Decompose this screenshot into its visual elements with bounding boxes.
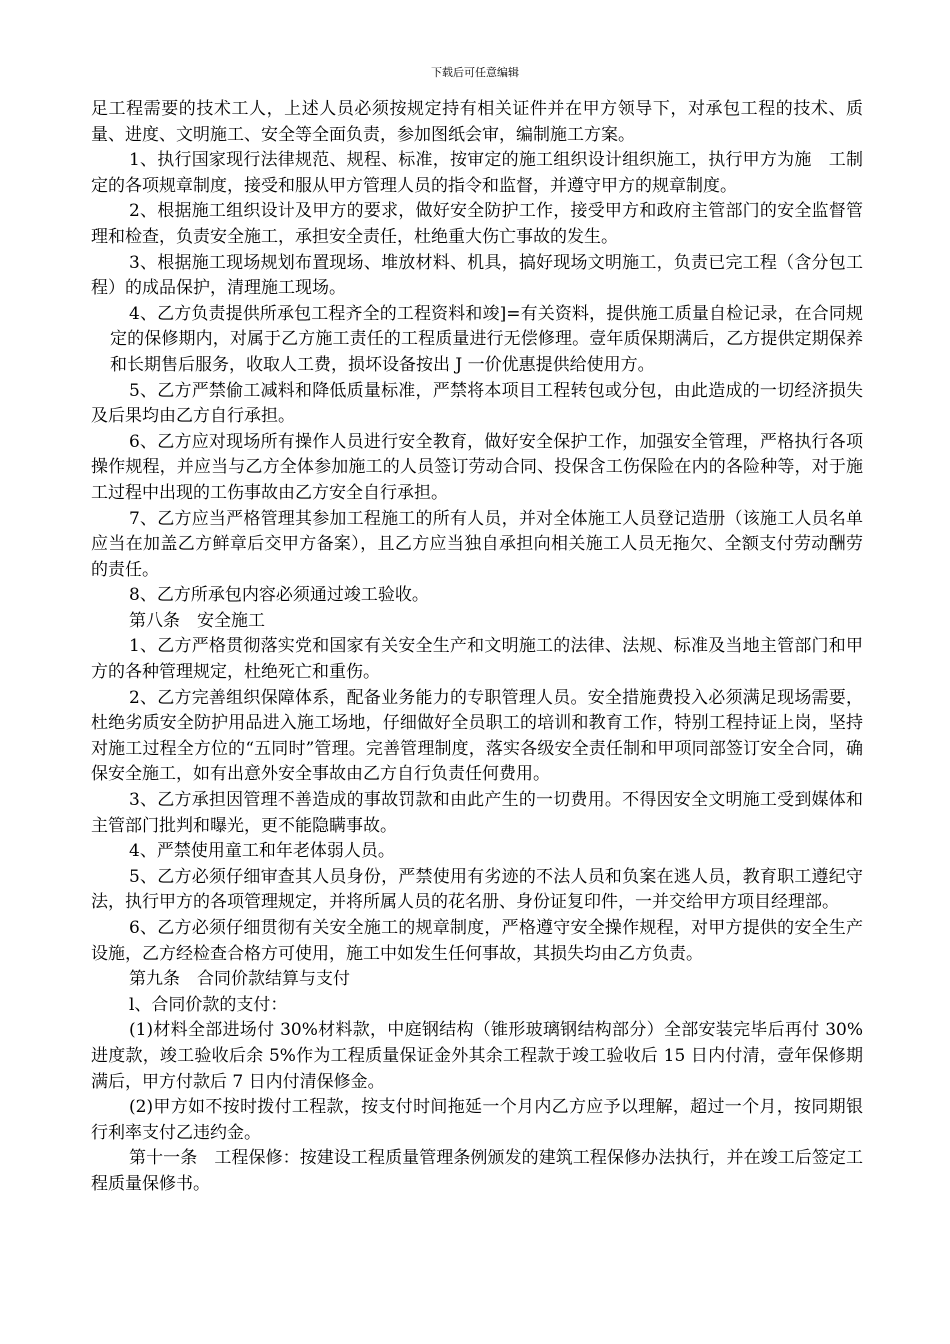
paragraph: (1)材料全部进场付 30%材料款，中庭钢结构（锥形玻璃钢结构部分）全部安装完毕后再付 30%进度款，竣工验收后余 5%作为工程质量保证金外其余工程款于竣工验收后 15 日内付清，壹年保修期满后，甲方付款后 7 日内付清保修金。 (91, 1020, 863, 1092)
paragraph: 6、乙方应对现场所有操作人员进行安全教育，做好安全保护工作，加强安全管理，严格执行各项操作规程，并应当与乙方全体参加施工的人员签订劳动合同、投保含工伤保险在内的各险种等，对于施工过程中出现的工伤事故由乙方安全自行承担。 (91, 431, 863, 503)
paragraph: 5、乙方必须仔细审查其人员身份，严禁使用有劣迹的不法人员和负案在逃人员，教育职工遵纪守法，执行甲方的各项管理规定，并将所属人员的花名册、身份证复印件，一并交给甲方项目经理部。 (91, 866, 863, 913)
paragraph: 第九条 合同价款结算与支付 (129, 969, 350, 990)
paragraph: 7、乙方应当严格管理其参加工程施工的所有人员，并对全体施工人员登记造册（该施工人员名单应当在加盖乙方鲜章后交甲方备案），且乙方应当独自承担向相关施工人员无拖欠、全额支付劳动酬劳的责任。 (91, 508, 863, 580)
paragraph: 1、执行国家现行法律规范、规程、标准，按审定的施工组织设计组织施工，执行甲方为施 工制定的各项规章制度，接受和服从甲方管理人员的指令和监督，并遵守甲方的规章制度。 (91, 150, 863, 196)
paragraph: 3、乙方承担因管理不善造成的事故罚款和由此产生的一切费用。不得因安全文明施工受到媒体和主管部门批判和曝光，更不能隐瞒事故。 (91, 790, 863, 836)
paragraph: 4、严禁使用童工和年老体弱人员。 (129, 841, 395, 862)
paragraph: l、合同价款的支付： (129, 994, 288, 1015)
paragraph: 足工程需要的技术工人，上述人员必须按规定持有相关证件并在甲方领导下，对承包工程的技术、质量、进度、文明施工、安全等全面负责，参加图纸会审，编制施工方案。 (91, 99, 863, 145)
paragraph: 2、根据施工组织设计及甲方的要求，做好安全防护工作，接受甲方和政府主管部门的安全监督管理和检查，负责安全施工，承担安全责任，杜绝重大伤亡事故的发生。 (91, 201, 863, 247)
paragraph: 8、乙方所承包内容必须通过竣工验收。 (129, 585, 429, 606)
page-header: 下载后可任意编辑 (431, 66, 519, 79)
paragraph: 2、乙方完善组织保障体系，配备业务能力的专职管理人员。安全措施费投入必须满足现场需要，杜绝劣质安全防护用品进入施工场地，仔细做好全员职工的培训和教育工作，特别工程持证上岗，坚持对施工过程全方位的“五同时”管理。完善管理制度，落实各级安全责任制和甲项同部签订安全合同，确保安全施工，如有出意外安全事故由乙方自行负责任何费用。 (91, 687, 863, 785)
paragraph: 4、乙方负责提供所承包工程齐全的工程资料和竣]=有关资料，提供施工质量自检记录，在合同规定的保修期内，对属于乙方施工责任的工程质量进行无偿修理。壹年质保期满后，乙方提供定期保养和长期售后服务，收取人工费，损坏设备按出 J 一价优惠提供给使用方。 (110, 303, 863, 375)
paragraph: (2)甲方如不按时拨付工程款，按支付时间拖延一个月内乙方应予以理解，超过一个月，按同期银行利率支付乙违约金。 (91, 1097, 863, 1143)
paragraph: 5、乙方严禁偷工减料和降低质量标准，严禁将本项目工程转包或分包，由此造成的一切经济损失及后果均由乙方自行承担。 (91, 380, 863, 427)
document-body (91, 97, 863, 1198)
paragraph: 第八条 安全施工 (129, 610, 265, 631)
paragraph: 3、根据施工现场规划布置现场、堆放材料、机具，搞好现场文明施工，负责已完工程（含分包工程）的成品保护，清理施工现场。 (91, 252, 863, 299)
paragraph: 第十一条 工程保修：按建设工程质量管理条例颁发的建筑工程保修办法执行，并在竣工后签定工程质量保修书。 (91, 1148, 863, 1194)
paragraph: 1、乙方严格贯彻落实党和国家有关安全生产和文明施工的法律、法规、标准及当地主管部门和甲方的各种管理规定，杜绝死亡和重伤。 (91, 636, 863, 683)
paragraph: 6、乙方必须仔细贯彻有关安全施工的规章制度，严格遵守安全操作规程，对甲方提供的安全生产设施，乙方经检查合格方可使用，施工中如发生任何事故，其损失均由乙方负责。 (91, 918, 863, 964)
